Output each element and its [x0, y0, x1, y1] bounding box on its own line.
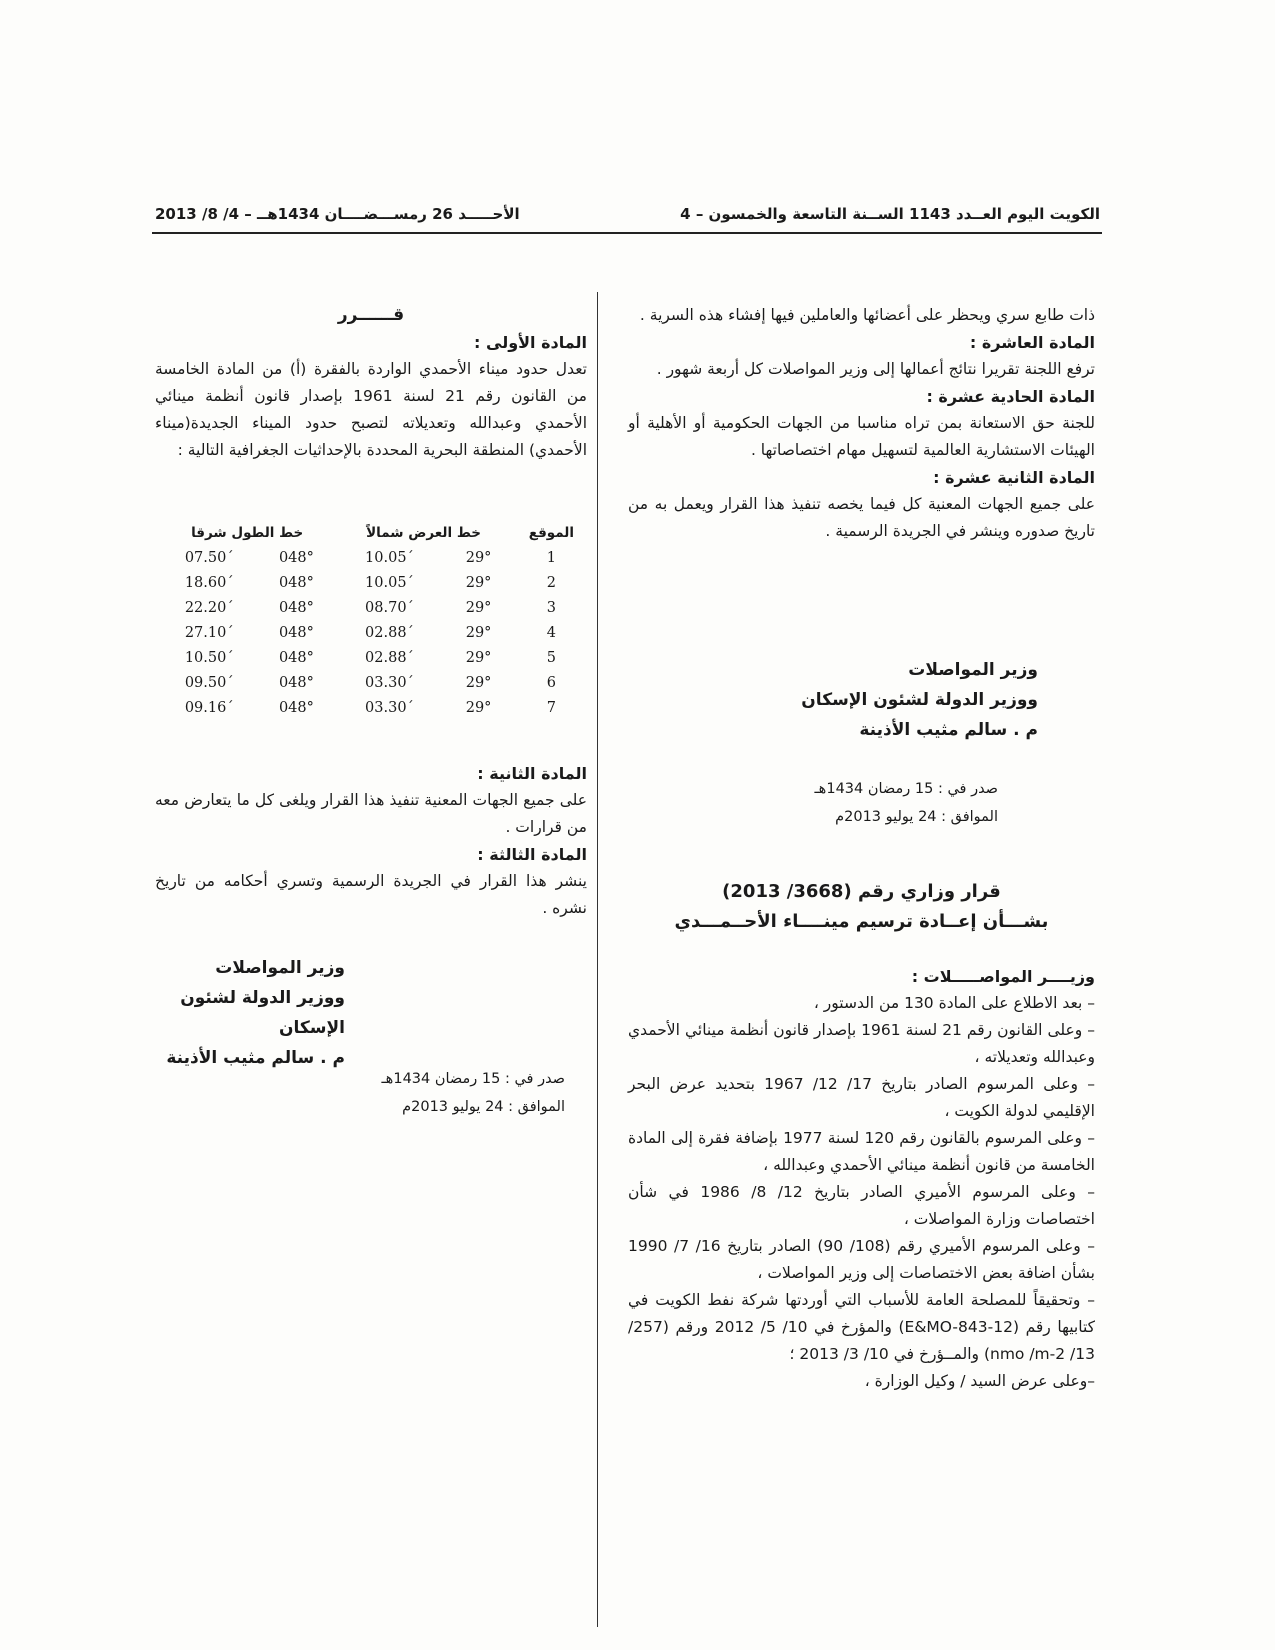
- cell-lon-min: 27.10´: [184, 624, 234, 641]
- cell-lon-deg: 048°: [278, 674, 314, 691]
- signature-title: وزير المواصلات: [908, 660, 1038, 680]
- cell-lat-min: 10.05´: [365, 549, 414, 566]
- cell-location: 5: [546, 649, 556, 666]
- left-signature-block: [155, 953, 345, 1073]
- signature-name: م . سالم مثيب الأذينة: [166, 1048, 345, 1068]
- header-rule: [152, 232, 1102, 234]
- article-12-heading: المادة الثانية عشرة :: [933, 468, 1095, 487]
- col-header-latitude: خط العرض شمالاً: [366, 525, 482, 541]
- preamble-item: – وعلى المرسوم بالقانون رقم 120 لسنة 1977 بإضافة فقرة إلى المادة الخامسة من قانون أنظمة مينائي الأحمدي وعبدالله ،: [628, 1129, 1095, 1174]
- cell-lon-min: 10.50´: [184, 649, 234, 666]
- cell-lat-min: 02.88´: [365, 649, 414, 666]
- article-11-text: للجنة حق الاستعانة بمن تراه مناسبا من الجهات الحكومية أو الأهلية أو الهيئات الاستشارية العالمية لتسهيل مهام اختصاصاتها .: [628, 414, 1095, 459]
- right-issue-date: [628, 775, 998, 831]
- cell-location: 6: [546, 674, 556, 691]
- preamble-item: – وعلى المرسوم الأميري رقم (108/ 90) الصادر بتاريخ 16/ 7/ 1990 بشأن اضافة بعض الاختصاصات إلى وزير المواصلات ،: [628, 1237, 1096, 1282]
- cell-location: 2: [546, 574, 556, 591]
- preamble-item: – وتحقيقاً للمصلحة العامة للأسباب التي أوردتها شركة نفط الكويت في كتابيها رقم (E&MO-843-12) والمؤرخ في 10/ 5/ 2012 ورقم (257/ 13/ nmo /m-2) والمــؤرخ في 10/ 3/ 2013 ؛: [628, 1291, 1095, 1363]
- signature-title-2: ووزير الدولة لشئون الإسكان: [180, 988, 345, 1038]
- table-row: [160, 595, 590, 620]
- preamble-item: – وعلى المرسوم الصادر بتاريخ 17/ 12/ 1967 بتحديد عرض البحر الإقليمي لدولة الكويت ،: [628, 1075, 1095, 1120]
- cell-location: 3: [546, 599, 556, 616]
- cell-lon-min: 18.60´: [184, 574, 234, 591]
- preamble-item: – بعد الاطلاع على المادة 130 من الدستور ،: [813, 994, 1095, 1012]
- cell-lat-min: 03.30´: [365, 674, 414, 691]
- cell-location: 4: [546, 624, 556, 641]
- cell-lon-deg: 048°: [278, 624, 314, 641]
- cell-lon-min: 07.50´: [184, 549, 234, 566]
- article-1-heading: المادة الأولى :: [474, 333, 587, 352]
- page-header: [155, 205, 1100, 229]
- cell-lat-deg: 29°: [465, 649, 492, 666]
- preamble: [628, 963, 1095, 1395]
- cell-lon-deg: 048°: [278, 649, 314, 666]
- cell-location: 7: [546, 699, 556, 716]
- article-3-heading: المادة الثالثة :: [477, 845, 587, 864]
- left-column: [155, 302, 587, 464]
- cell-lon-min: 09.50´: [184, 674, 234, 691]
- right-column: [628, 302, 1095, 545]
- corresponding-date: الموافق : 24 يوليو 2013م: [835, 809, 998, 825]
- decree-title: قرار وزاري رقم (3668/ 2013): [722, 881, 1001, 902]
- cell-lon-min: 09.16´: [184, 699, 234, 716]
- article-1-text: تعدل حدود ميناء الأحمدي الواردة بالفقرة (أ) من المادة الخامسة من القانون رقم 21 لسنة 1961 بإصدار قانون أنظمة مينائي الأحمدي وعبدالله وتعديلاته لتصبح حدود الميناء الجديدة(ميناء الأحمدي) المنطقة البحرية المحددة بالإحداثيات الجغرافية التالية :: [155, 360, 587, 459]
- article-3-text: ينشر هذا القرار في الجريدة الرسمية وتسري أحكامه من تاريخ نشره .: [155, 872, 587, 917]
- minister-heading: وزيــــر المواصـــــلات :: [911, 967, 1095, 986]
- preamble-item: –وعلى عرض السيد / وكيل الوزارة ،: [864, 1372, 1095, 1390]
- cell-lon-deg: 048°: [278, 549, 314, 566]
- column-divider: [597, 292, 598, 1627]
- cell-lat-deg: 29°: [465, 574, 492, 591]
- cell-lat-deg: 29°: [465, 624, 492, 641]
- left-issue-date: [155, 1065, 565, 1121]
- preamble-item: – وعلى القانون رقم 21 لسنة 1961 بإصدار قانون أنظمة مينائي الأحمدي وعبدالله وتعديلاته ،: [628, 1021, 1095, 1066]
- cell-lat-deg: 29°: [465, 599, 492, 616]
- preamble-item: – وعلى المرسوم الأميري الصادر بتاريخ 12/ 8/ 1986 في شأن اختصاصات وزارة المواصلات ،: [628, 1183, 1095, 1228]
- article-2-heading: المادة الثانية :: [477, 764, 587, 783]
- cell-lat-min: 08.70´: [365, 599, 414, 616]
- header-date: الأحـــــد 26 رمســـضــــان 1434هــ – 4/ 8/ 2013: [155, 205, 520, 223]
- cell-lon-deg: 048°: [278, 699, 314, 716]
- issued-on: صدر في : 15 رمضان 1434هـ: [381, 1071, 565, 1087]
- left-articles-2-3: [155, 760, 587, 922]
- table-row: [160, 545, 590, 570]
- cell-location: 1: [546, 549, 556, 566]
- coordinates-table-block: [160, 525, 590, 720]
- article-10-heading: المادة العاشرة :: [969, 333, 1095, 352]
- decree-title-block: [628, 877, 1095, 937]
- signature-title: وزير المواصلات: [215, 958, 345, 978]
- table-row: [160, 645, 590, 670]
- corresponding-date: الموافق : 24 يوليو 2013م: [402, 1099, 565, 1115]
- table-row: [160, 570, 590, 595]
- cell-lon-deg: 048°: [278, 574, 314, 591]
- col-header-location: الموقع: [528, 525, 574, 541]
- article-2-text: على جميع الجهات المعنية تنفيذ هذا القرار ويلغى كل ما يتعارض معه من قرارات .: [155, 791, 587, 836]
- cell-lat-deg: 29°: [465, 549, 492, 566]
- coordinates-table: [160, 525, 590, 720]
- issued-on: صدر في : 15 رمضان 1434هـ: [814, 781, 998, 797]
- article-11-heading: المادة الحادية عشرة :: [926, 387, 1095, 406]
- signature-title-2: ووزير الدولة لشئون الإسكان: [801, 690, 1038, 710]
- signature-name: م . سالم مثيب الأذينة: [859, 720, 1038, 740]
- cell-lat-deg: 29°: [465, 674, 492, 691]
- cell-lat-deg: 29°: [465, 699, 492, 716]
- cell-lat-min: 10.05´: [365, 574, 414, 591]
- right-signature-block: [628, 655, 1038, 745]
- article-12-text: على جميع الجهات المعنية كل فيما يخصه تنفيذ هذا القرار ويعمل به من تاريخ صدوره وينشر في الجريدة الرسمية .: [628, 495, 1095, 540]
- cell-lat-min: 03.30´: [365, 699, 414, 716]
- decision-heading: قــــــرر: [337, 305, 405, 325]
- cell-lon-deg: 048°: [278, 599, 314, 616]
- table-row: [160, 695, 590, 720]
- col-header-longitude: خط الطول شرقا: [191, 525, 304, 541]
- table-row: [160, 670, 590, 695]
- decree-subject: بشـــأن إعــادة ترسيم مينــــاء الأحــمـــدي: [674, 911, 1049, 932]
- header-issue-info: الكويت اليوم العــدد 1143 الســنة التاسعة والخمسون – 4: [680, 205, 1100, 223]
- table-row: [160, 620, 590, 645]
- article-10-text: ترفع اللجنة تقريرا نتائج أعمالها إلى وزير المواصلات كل أربعة شهور .: [656, 360, 1095, 378]
- continued-paragraph: ذات طابع سري ويحظر على أعضائها والعاملين فيها إفشاء هذه السرية .: [639, 306, 1095, 324]
- cell-lon-min: 22.20´: [184, 599, 234, 616]
- cell-lat-min: 02.88´: [365, 624, 414, 641]
